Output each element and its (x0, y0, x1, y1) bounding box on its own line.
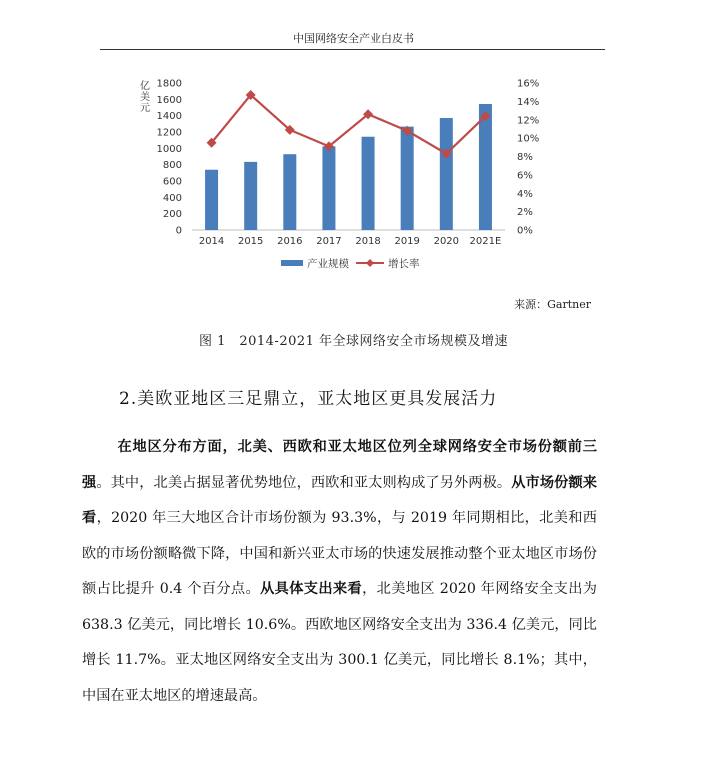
page-header: 中国网络安全产业白皮书 (293, 32, 414, 45)
x-tick-label: 2019 (394, 236, 420, 247)
x-tick-label: 2017 (316, 236, 342, 247)
y-left-tick-label: 600 (162, 176, 182, 188)
y-left-tick-label: 0 (175, 225, 182, 237)
bold-phrase-1: 在地区分布方面，北美、西欧和亚太地区位列全球网络安全市场份额前三强 (82, 439, 597, 491)
legend-bar-swatch (281, 260, 303, 266)
y-right-tick-label: 8% (517, 152, 533, 163)
y-axis-label-char: 美 (140, 92, 150, 103)
body-paragraph (82, 430, 597, 714)
y-left-tick-label: 1200 (156, 127, 182, 139)
x-tick-label: 2021E (469, 236, 502, 247)
bar (205, 170, 218, 230)
y-right-tick-label: 4% (517, 188, 533, 200)
y-left-tick-label: 1000 (156, 143, 182, 155)
market-chart (0, 0, 707, 300)
chart-source: 来源：Gartner (514, 298, 591, 311)
y-right-tick-label: 6% (517, 170, 533, 182)
bar (362, 137, 375, 230)
legend-label-line: 增长率 (388, 258, 420, 270)
legend-label-bars: 产业规模 (307, 258, 349, 270)
y-left-tick-label: 400 (162, 192, 182, 204)
x-tick-label: 2016 (277, 236, 303, 247)
bar (401, 127, 414, 230)
y-right-tick-label: 2% (517, 207, 533, 219)
y-right-tick-label: 12% (517, 115, 540, 127)
bar (440, 118, 453, 230)
y-left-tick-label: 800 (162, 160, 182, 172)
bold-phrase-3: 从具体支出来看 (260, 581, 363, 597)
bar (322, 146, 335, 230)
x-tick-label: 2014 (198, 236, 225, 247)
text-2: ，2020 年三大地区合计市场份额为 93.3%，与 2019 年同期相比，北美和西欧的市场份额略微下降，中国和新兴亚太市场的快速发展推动整个亚太地区市场份额占比提升 0.4 个百分点。 (82, 510, 597, 597)
y-left-tick-label: 1800 (156, 78, 182, 90)
figure-caption: 图 1 2014-2021 年全球网络安全市场规模及增速 (198, 334, 509, 349)
y-right-tick-label: 0% (517, 225, 533, 237)
y-left-tick-label: 1600 (156, 94, 182, 106)
x-tick-label: 2018 (355, 236, 381, 247)
y-left-tick-label: 1400 (156, 111, 182, 123)
bar (479, 104, 492, 230)
y-right-tick-label: 14% (517, 96, 540, 108)
bar (283, 154, 296, 230)
section-title: 2.美欧亚地区三足鼎立，亚太地区更具发展活力 (119, 389, 498, 409)
legend-line-marker (366, 259, 374, 267)
bold-phrase-2: 从市场份额来看 (82, 474, 597, 526)
x-tick-label: 2015 (237, 236, 264, 247)
text-3: ，北美地区 2020 年网络安全支出为 638.3 亿美元，同比增长 10.6%。西欧地区网络安全支出为 336.4 亿美元，同比增长 11.7%。亚太地区网络安全支出为 300.1 亿美元，同比增长 8.1%；其中，中国在亚太地区的增速最高。 (82, 581, 597, 704)
bar (244, 162, 257, 230)
y-left-tick-label: 200 (162, 209, 182, 221)
y-axis-label-char: 亿 (140, 81, 150, 92)
y-right-tick-label: 10% (517, 133, 540, 145)
y-axis-label-char: 元 (140, 103, 150, 114)
x-tick-label: 2020 (433, 236, 460, 247)
text-1: 。其中，北美占据显著优势地位，西欧和亚太则构成了另外两极。 (96, 474, 512, 491)
y-right-tick-label: 16% (517, 78, 540, 90)
